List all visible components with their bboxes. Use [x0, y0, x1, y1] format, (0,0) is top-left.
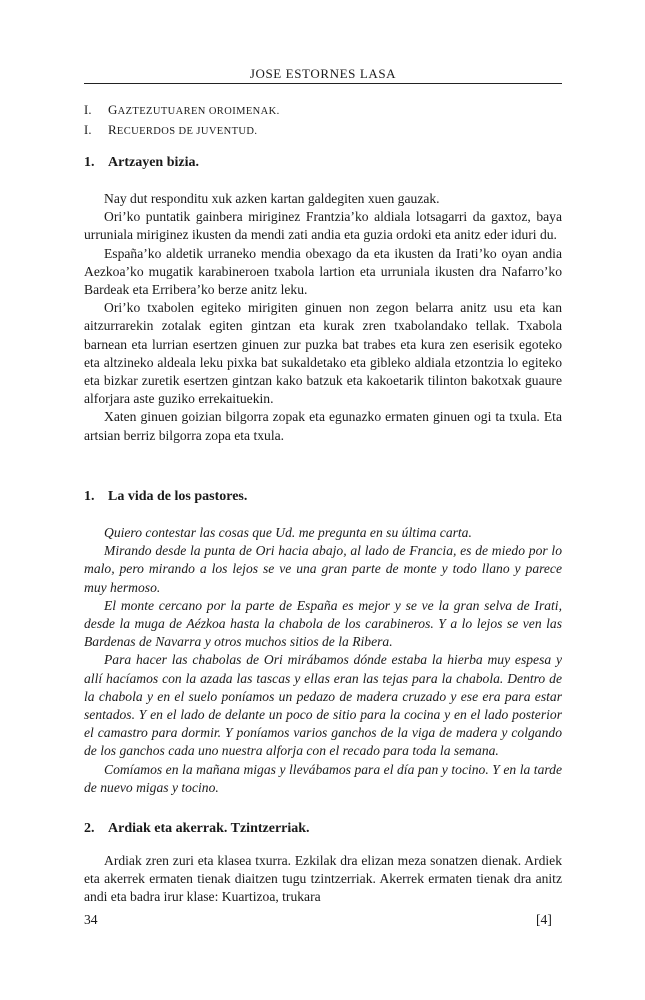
paragraph: El monte cercano por la parte de España es mejor y se ve la gran selva de Irati, desde la muga de Aézkoa hasta la chabola de los carabineros. Y a lo lejos se ven las Bardenas de Navarra y otros muchos sitios de la Ribera.: [84, 597, 562, 650]
chapter-title: [84, 101, 562, 141]
paragraph: Mirando desde la punta de Ori hacia abajo, al lado de Francia, es de miedo por lo malo, pero mirando a los lejos se ve una gran parte de monte y todo llano y parece muy hermoso.: [84, 543, 562, 595]
paragraph: Ori’ko txabolen egiteko mirigiten ginuen non zegon belarra anitz usu eta kan aitzurrarekin zotalak egiten gintzan eta kurak zren txabolandako tellak. Txabola barnean eta lurrian esertzen ginuen zur puzka bat trabes eta kura zen eserisik egoteko eta altzineko aldeala leku pixka bat sukaldetako eta gibleko aldiala etzontzia lo egiteko eta bizkar zuretik esertzen gintzan kako batzuk eta kakoetarik tilinton bakotxak guaure alforjara aste guziko errekaituekin.: [84, 300, 562, 407]
section-body: [84, 190, 562, 445]
paragraph: Nay dut responditu xuk azken kartan galdegiten xuen gauzak.: [104, 191, 440, 206]
paragraph: España’ko aldetik urraneko mendia obexago da eta ikusten da Irati’ko oyan andia Aezkoa’ko mugatik karabineroen txabola lartion eta urruniala ikusten dra Nafarro’ko Bardeak eta Erribera’ko berze anitz leku.: [84, 245, 562, 298]
section-ardiak-akerrak: [84, 820, 562, 907]
section-heading: 1. La vida de los pastores.: [84, 489, 248, 504]
section-artzayen-bizia: [84, 154, 562, 445]
section-vida-pastores: [84, 488, 562, 797]
section-heading: 2. Ardiak eta akerrak. Tzintzerriak.: [84, 821, 310, 836]
section-heading: 1. Artzayen bizia.: [84, 155, 199, 170]
bracket-page-number: [4]: [536, 912, 552, 927]
paragraph: Ardiak zren zuri eta klasea txurra. Ezkilak dra elizan meza sonatzen dienak. Ardiek eta akerrek ermaten tienak diaitzen tugu tzintzerriak. Akerrek ermaten tienak dra anitz andi eta badra irur klase: Kuartizoa, trukara: [84, 853, 562, 905]
paragraph: Ori’ko puntatik gainbera miriginez Frantzia’ko aldiala lotsagarri da gaxtoz, baya urruniala miriginez ikusten da mendi zati andia eta guzia ordoki eta anitz eder iduri du.: [84, 209, 562, 243]
section-body: [84, 524, 562, 797]
paragraph: Para hacer las chabolas de Ori mirábamos dónde estaba la hierba muy espesa y allí hacíamos con la azada las tascas y ellas eran las tejas para la chabola. Dentro de la chabola y en el suelo poníamos un pedazo de madera cruzado y ese era para estar sentados. Y en el lado de delante un poco de sitio para la cocina y en el lado posterior el camastro para dormir. Y poníamos varios ganchos de la viga de madera y colgando de los ganchos cada uno nuestra alforja con el recado para toda la semana.: [84, 652, 562, 759]
chapter-title-basque: I. GAZTEZUTUAREN OROIMENAK.: [84, 102, 280, 117]
paragraph: Comíamos en la mañana migas y llevábamos para el día pan y tocino. Y en la tarde de nuevo migas y tocino.: [84, 761, 562, 795]
section-body: [84, 852, 562, 907]
paragraph: Xaten ginuen goizian bilgorra zopak eta egunazko ermaten ginuen ogi ta txula. Eta artsian berriz bilgorra zopa eta txula.: [84, 409, 562, 443]
running-head: JOSE ESTORNES LASA: [249, 66, 397, 81]
page-number: 34: [84, 912, 98, 927]
header-rule: [84, 83, 562, 84]
paragraph: Quiero contestar las cosas que Ud. me pregunta en su última carta.: [104, 525, 472, 540]
chapter-title-spanish: I. RECUERDOS DE JUVENTUD.: [84, 122, 258, 137]
